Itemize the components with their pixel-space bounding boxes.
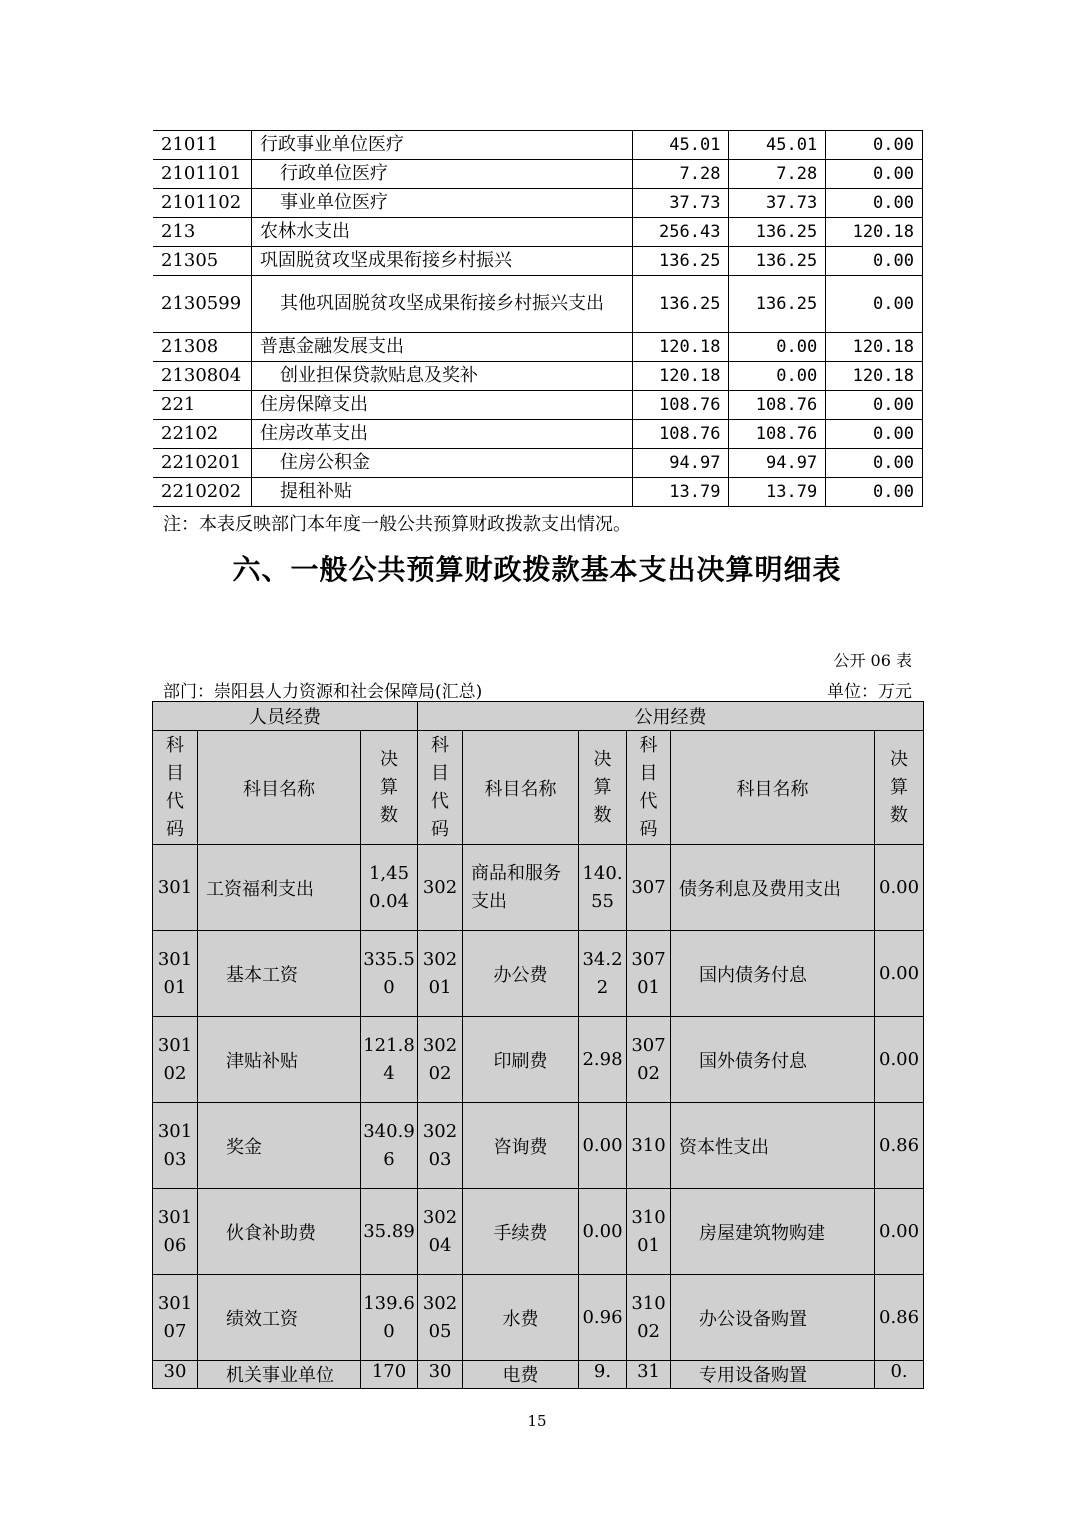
row-project: 0.00 bbox=[826, 247, 923, 276]
personnel-name: 伙食补助费 bbox=[198, 1189, 361, 1275]
table-row bbox=[153, 333, 923, 362]
col-header-amount: 决算数 bbox=[875, 731, 924, 845]
other-amount: 0.86 bbox=[875, 1275, 924, 1361]
table-row bbox=[153, 1103, 924, 1189]
row-name: 住房改革支出 bbox=[251, 420, 632, 449]
row-code: 2101101 bbox=[153, 160, 251, 189]
personnel-amount: 1,450.04 bbox=[361, 845, 418, 931]
row-name: 住房保障支出 bbox=[251, 391, 632, 420]
table-row bbox=[153, 845, 924, 931]
row-project: 0.00 bbox=[826, 189, 923, 218]
other-name: 债务利息及费用支出 bbox=[671, 845, 875, 931]
row-total: 45.01 bbox=[632, 131, 729, 160]
row-name: 提租补贴 bbox=[251, 478, 632, 507]
personnel-code: 30101 bbox=[153, 931, 198, 1017]
row-total: 37.73 bbox=[632, 189, 729, 218]
row-code: 21011 bbox=[153, 131, 251, 160]
goods-amount: 0.00 bbox=[579, 1189, 627, 1275]
row-code: 21305 bbox=[153, 247, 251, 276]
col-header-name: 科目名称 bbox=[463, 731, 579, 845]
row-project: 120.18 bbox=[826, 362, 923, 391]
row-code: 221 bbox=[153, 391, 251, 420]
other-amount: 0. bbox=[875, 1361, 924, 1389]
row-project: 0.00 bbox=[826, 160, 923, 189]
goods-name: 印刷费 bbox=[463, 1017, 579, 1103]
row-project: 0.00 bbox=[826, 478, 923, 507]
goods-code: 30203 bbox=[418, 1103, 463, 1189]
other-name: 房屋建筑物购建 bbox=[671, 1189, 875, 1275]
row-project: 0.00 bbox=[826, 420, 923, 449]
row-code: 2210201 bbox=[153, 449, 251, 478]
section-title: 六、一般公共预算财政拨款基本支出决算明细表 bbox=[232, 553, 842, 586]
table-row bbox=[153, 449, 923, 478]
basic-expenditure-detail-table bbox=[152, 701, 924, 1389]
row-name: 其他巩固脱贫攻坚成果衔接乡村振兴支出 bbox=[251, 276, 632, 333]
row-project: 120.18 bbox=[826, 333, 923, 362]
goods-code: 30204 bbox=[418, 1189, 463, 1275]
row-project: 0.00 bbox=[826, 276, 923, 333]
col-header-name: 科目名称 bbox=[671, 731, 875, 845]
row-code: 2130599 bbox=[153, 276, 251, 333]
row-basic: 0.00 bbox=[729, 333, 826, 362]
table-row bbox=[153, 391, 923, 420]
table-number: 公开 06 表 bbox=[833, 651, 912, 670]
other-code: 30701 bbox=[627, 931, 671, 1017]
row-code: 2130804 bbox=[153, 362, 251, 391]
row-basic: 108.76 bbox=[729, 420, 826, 449]
other-name: 专用设备购置 bbox=[671, 1361, 875, 1389]
row-basic: 136.25 bbox=[729, 247, 826, 276]
row-total: 136.25 bbox=[632, 247, 729, 276]
row-project: 0.00 bbox=[826, 449, 923, 478]
table-row bbox=[153, 478, 923, 507]
other-amount: 0.00 bbox=[875, 845, 924, 931]
expenditure-table-continued bbox=[153, 130, 923, 507]
table-row bbox=[153, 160, 923, 189]
table-row bbox=[153, 1275, 924, 1361]
row-total: 108.76 bbox=[632, 391, 729, 420]
table-row bbox=[153, 1017, 924, 1103]
other-amount: 0.00 bbox=[875, 1017, 924, 1103]
goods-name: 办公费 bbox=[463, 931, 579, 1017]
row-name: 普惠金融发展支出 bbox=[251, 333, 632, 362]
page-number: 15 bbox=[527, 1412, 547, 1430]
row-total: 256.43 bbox=[632, 218, 729, 247]
personnel-code: 30103 bbox=[153, 1103, 198, 1189]
unit-label: 单位：万元 bbox=[827, 682, 912, 702]
row-basic: 0.00 bbox=[729, 362, 826, 391]
other-name: 资本性支出 bbox=[671, 1103, 875, 1189]
table-row bbox=[153, 218, 923, 247]
group-header-public: 公用经费 bbox=[418, 702, 924, 731]
personnel-name: 津贴补贴 bbox=[198, 1017, 361, 1103]
row-code: 2210202 bbox=[153, 478, 251, 507]
row-name: 事业单位医疗 bbox=[251, 189, 632, 218]
table-row bbox=[153, 362, 923, 391]
row-code: 213 bbox=[153, 218, 251, 247]
row-total: 13.79 bbox=[632, 478, 729, 507]
goods-name: 电费 bbox=[463, 1361, 579, 1389]
goods-code: 30205 bbox=[418, 1275, 463, 1361]
goods-name: 咨询费 bbox=[463, 1103, 579, 1189]
goods-name: 手续费 bbox=[463, 1189, 579, 1275]
row-total: 136.25 bbox=[632, 276, 729, 333]
personnel-code: 30102 bbox=[153, 1017, 198, 1103]
table-row bbox=[153, 276, 923, 333]
col-header-code: 科目代码 bbox=[418, 731, 463, 845]
goods-name: 商品和服务支出 bbox=[463, 845, 579, 931]
table-row bbox=[153, 1189, 924, 1275]
row-project: 120.18 bbox=[826, 218, 923, 247]
col-header-amount: 决算数 bbox=[361, 731, 418, 845]
goods-amount: 0.00 bbox=[579, 1103, 627, 1189]
goods-code: 30 bbox=[418, 1361, 463, 1389]
other-code: 30702 bbox=[627, 1017, 671, 1103]
row-name: 巩固脱贫攻坚成果衔接乡村振兴 bbox=[251, 247, 632, 276]
personnel-amount: 335.50 bbox=[361, 931, 418, 1017]
goods-name: 水费 bbox=[463, 1275, 579, 1361]
other-code: 31001 bbox=[627, 1189, 671, 1275]
row-total: 120.18 bbox=[632, 333, 729, 362]
col-header-code: 科目代码 bbox=[627, 731, 671, 845]
row-basic: 7.28 bbox=[729, 160, 826, 189]
table-row bbox=[153, 420, 923, 449]
table-row bbox=[153, 1361, 924, 1389]
personnel-name: 基本工资 bbox=[198, 931, 361, 1017]
personnel-amount: 340.96 bbox=[361, 1103, 418, 1189]
row-total: 94.97 bbox=[632, 449, 729, 478]
row-basic: 136.25 bbox=[729, 276, 826, 333]
goods-amount: 34.22 bbox=[579, 931, 627, 1017]
row-basic: 108.76 bbox=[729, 391, 826, 420]
goods-code: 30202 bbox=[418, 1017, 463, 1103]
col-header-code: 科目代码 bbox=[153, 731, 198, 845]
row-code: 2101102 bbox=[153, 189, 251, 218]
row-name: 创业担保贷款贴息及奖补 bbox=[251, 362, 632, 391]
other-code: 307 bbox=[627, 845, 671, 931]
other-name: 办公设备购置 bbox=[671, 1275, 875, 1361]
other-amount: 0.00 bbox=[875, 1189, 924, 1275]
row-basic: 37.73 bbox=[729, 189, 826, 218]
row-name: 农林水支出 bbox=[251, 218, 632, 247]
other-code: 31 bbox=[627, 1361, 671, 1389]
row-basic: 13.79 bbox=[729, 478, 826, 507]
row-name: 行政事业单位医疗 bbox=[251, 131, 632, 160]
other-amount: 0.86 bbox=[875, 1103, 924, 1189]
other-code: 310 bbox=[627, 1103, 671, 1189]
row-name: 行政单位医疗 bbox=[251, 160, 632, 189]
table-row bbox=[153, 189, 923, 218]
row-total: 7.28 bbox=[632, 160, 729, 189]
row-total: 120.18 bbox=[632, 362, 729, 391]
personnel-amount: 121.84 bbox=[361, 1017, 418, 1103]
row-project: 0.00 bbox=[826, 131, 923, 160]
personnel-amount: 139.60 bbox=[361, 1275, 418, 1361]
table-note: 注：本表反映部门本年度一般公共预算财政拨款支出情况。 bbox=[163, 514, 631, 535]
personnel-code: 301 bbox=[153, 845, 198, 931]
row-total: 108.76 bbox=[632, 420, 729, 449]
other-code: 31002 bbox=[627, 1275, 671, 1361]
goods-code: 30201 bbox=[418, 931, 463, 1017]
table-row bbox=[153, 931, 924, 1017]
other-name: 国外债务付息 bbox=[671, 1017, 875, 1103]
row-code: 21308 bbox=[153, 333, 251, 362]
personnel-name: 工资福利支出 bbox=[198, 845, 361, 931]
goods-amount: 140.55 bbox=[579, 845, 627, 931]
col-header-amount: 决算数 bbox=[579, 731, 627, 845]
personnel-name: 机关事业单位 bbox=[198, 1361, 361, 1389]
personnel-name: 奖金 bbox=[198, 1103, 361, 1189]
row-project: 0.00 bbox=[826, 391, 923, 420]
personnel-code: 30106 bbox=[153, 1189, 198, 1275]
row-basic: 136.25 bbox=[729, 218, 826, 247]
table-row bbox=[153, 247, 923, 276]
group-header-personnel: 人员经费 bbox=[153, 702, 418, 731]
personnel-code: 30 bbox=[153, 1361, 198, 1389]
goods-amount: 9. bbox=[579, 1361, 627, 1389]
department-label: 部门：崇阳县人力资源和社会保障局(汇总) bbox=[163, 682, 483, 702]
row-basic: 94.97 bbox=[729, 449, 826, 478]
goods-amount: 2.98 bbox=[579, 1017, 627, 1103]
table-row bbox=[153, 131, 923, 160]
row-name: 住房公积金 bbox=[251, 449, 632, 478]
personnel-amount: 35.89 bbox=[361, 1189, 418, 1275]
col-header-name: 科目名称 bbox=[198, 731, 361, 845]
goods-code: 302 bbox=[418, 845, 463, 931]
personnel-code: 30107 bbox=[153, 1275, 198, 1361]
row-code: 22102 bbox=[153, 420, 251, 449]
other-amount: 0.00 bbox=[875, 931, 924, 1017]
row-basic: 45.01 bbox=[729, 131, 826, 160]
goods-amount: 0.96 bbox=[579, 1275, 627, 1361]
other-name: 国内债务付息 bbox=[671, 931, 875, 1017]
personnel-amount: 170 bbox=[361, 1361, 418, 1389]
personnel-name: 绩效工资 bbox=[198, 1275, 361, 1361]
